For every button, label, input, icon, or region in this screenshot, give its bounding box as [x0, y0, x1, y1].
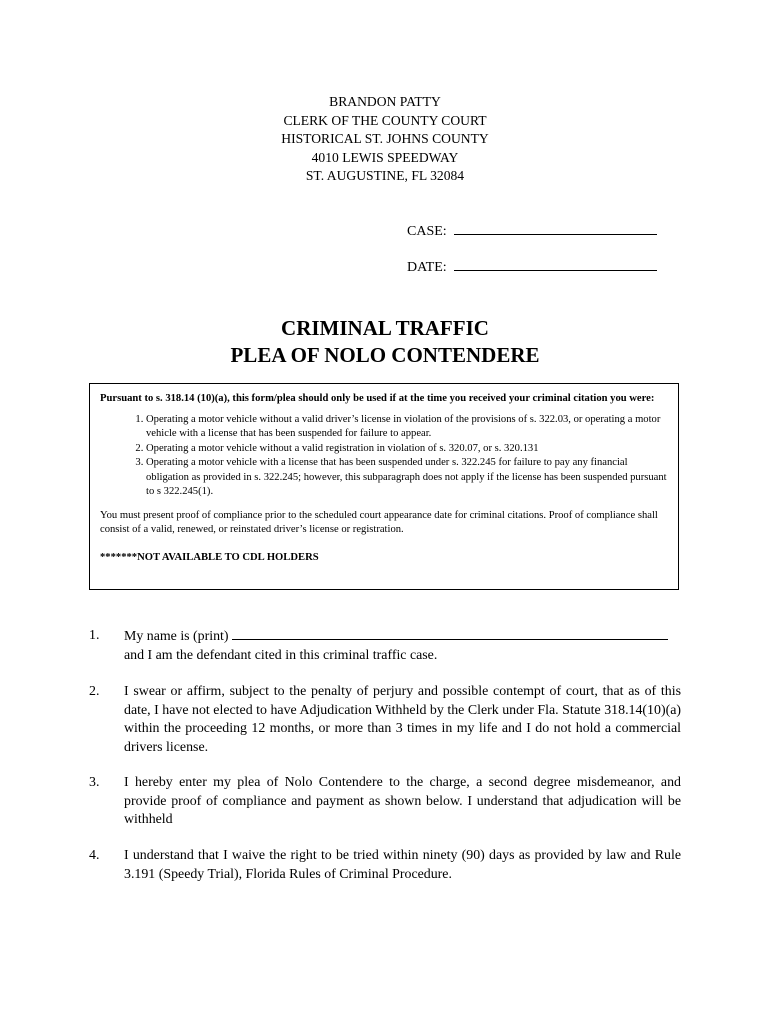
name-prompt: My name is (print) [124, 629, 229, 644]
court-header [0, 93, 770, 186]
case-input-line[interactable] [454, 222, 657, 235]
cdl-warning: *******NOT AVAILABLE TO CDL HOLDERS [100, 551, 319, 563]
date-input-line[interactable] [454, 258, 657, 271]
date-field [407, 258, 657, 277]
condition-item: 1. Operating a motor vehicle without a valid driver’s license in violation of the provisions of s. 322.03, or operating a motor vehicle with a license that has been suspended for failure to appear. [146, 413, 668, 442]
statement-number: 4. [89, 848, 100, 863]
condition-item: 3. Operating a motor vehicle with a license that has been suspended under s. 322.245 for failure to pay any financial obligation as provided in s. 322.245; however, this subparagraph does not apply if the license has been suspended pursuant to s 322.245(1). [146, 456, 668, 500]
condition-item: 2. Operating a motor vehicle without a valid registration in violation of s. 320.07, or s. 320.131 [146, 442, 668, 457]
statement-text: I swear or affirm, subject to the penalty of perjury and possible contempt of court, that as of this date, I have not elected to have Adjudication Withheld by the Clerk under Fla. Statute 318.14(10)(a) within the proceeding 12 months, or more than 3 times in my life and I do not hold a commercial drivers license. [124, 684, 681, 755]
statement-text: I understand that I waive the right to be tried within ninety (90) days as provided by law and Rule 3.191 (Speedy Trial), Florida Rules of Criminal Procedure. [124, 848, 681, 882]
name-input-line[interactable] [232, 627, 668, 640]
proof-of-compliance-note: You must present proof of compliance prior to the scheduled court appearance date for criminal citations. Proof of compliance shall consist of a valid, renewed, or reinstated driver’s license or registration. [100, 509, 658, 535]
statement-number: 1. [89, 628, 100, 643]
statement-number: 2. [89, 684, 100, 699]
eligibility-notice-box [89, 383, 679, 590]
case-field [407, 222, 657, 241]
form-title: CRIMINAL TRAFFIC [281, 316, 489, 340]
form-subtitle: PLEA OF NOLO CONTENDERE [230, 343, 540, 367]
street-address: 4010 LEWIS SPEEDWAY [311, 149, 459, 165]
statement-number: 3. [89, 775, 100, 790]
clerk-title: CLERK OF THE COUNTY COURT [283, 112, 487, 128]
date-label: DATE: [407, 260, 447, 275]
city-state-zip: ST. AUGUSTINE, FL 32084 [305, 168, 465, 184]
notice-intro: Pursuant to s. 318.14 (10)(a), this form/plea should only be used if at the time you received your criminal citation you were: [100, 393, 655, 404]
county-name: HISTORICAL ST. JOHNS COUNTY [281, 131, 489, 147]
case-label: CASE: [407, 224, 447, 239]
statement-text: I hereby enter my plea of Nolo Contendere to the charge, a second degree misdemeanor, and provide proof of compliance and payment as shown below. I understand that adjudication will be withheld [124, 775, 681, 828]
conditions-list [100, 413, 668, 500]
clerk-name: BRANDON PATTY [329, 94, 441, 109]
defendant-statement: and I am the defendant cited in this criminal traffic case. [124, 647, 438, 663]
